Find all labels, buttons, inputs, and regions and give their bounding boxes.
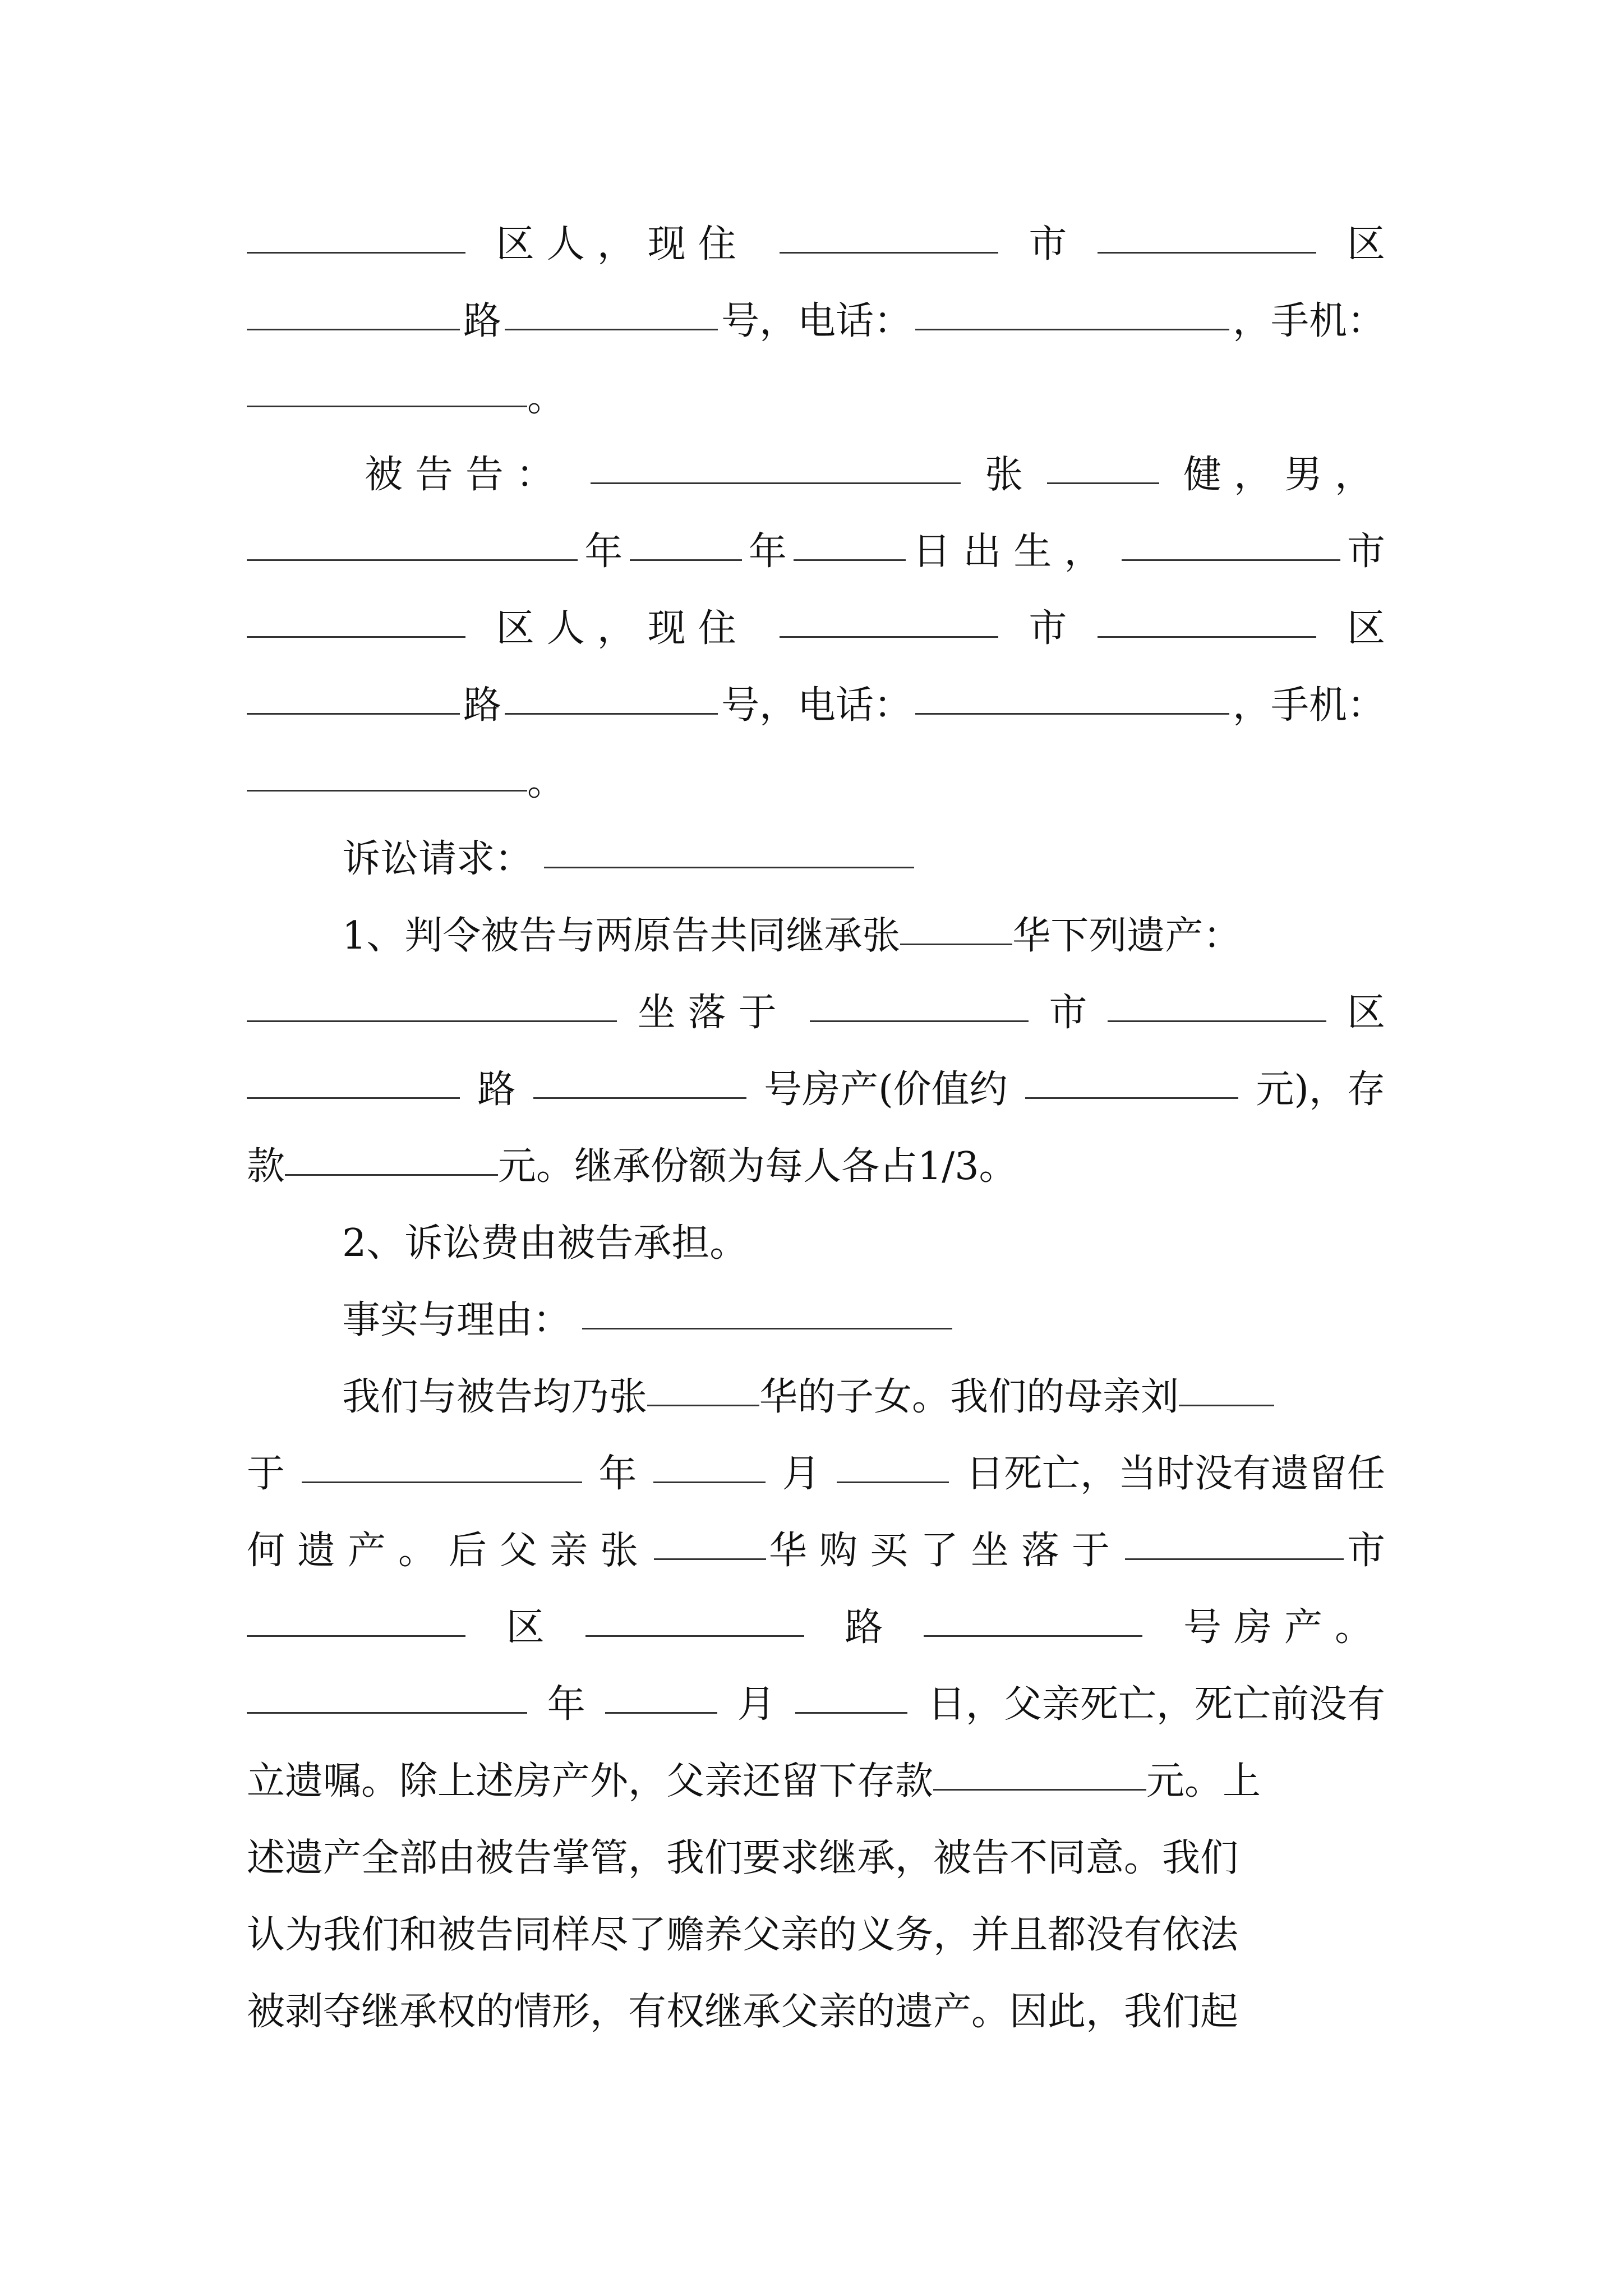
text-segment: 1、判令被告与两原告共同继承张 <box>342 914 901 958</box>
text-segment: 坐落于 <box>637 991 789 1035</box>
blank-field <box>810 987 1029 1022</box>
text-segment: 年 <box>748 530 787 574</box>
blank-field <box>837 1448 949 1483</box>
text-line-13 <box>247 1135 1385 1198</box>
blank-field <box>1047 449 1159 484</box>
section-heading: 诉讼请求： <box>342 837 533 881</box>
text-segment: 路 <box>463 299 501 343</box>
blank-field <box>505 295 718 330</box>
text-segment: 款 <box>247 1144 285 1189</box>
blank-field <box>505 679 718 715</box>
text-segment: 路 <box>463 683 501 728</box>
blank-field <box>915 679 1229 715</box>
text-segment: 华购买了坐落于 <box>768 1529 1122 1573</box>
text-line-2 <box>247 290 1385 353</box>
text-segment: 号，电话： <box>721 299 912 343</box>
text-line-15 <box>342 1289 1385 1352</box>
blank-field <box>1108 987 1326 1022</box>
blank-field <box>591 449 961 484</box>
blank-field <box>654 1525 766 1560</box>
text-line-17 <box>247 1443 1385 1506</box>
text-line-1 <box>247 213 1385 276</box>
text-line-24 <box>247 1981 1385 2044</box>
text-segment: 被告告： <box>365 453 567 497</box>
blank-field <box>247 756 527 792</box>
text-segment: 区 <box>506 1605 545 1650</box>
blank-field <box>247 218 465 254</box>
text-segment: ，手机： <box>1232 683 1385 728</box>
text-segment: 华的子女。我们的母亲刘 <box>759 1375 1179 1419</box>
text-line-7 <box>247 674 1385 737</box>
text-segment: 我们与被告均乃张 <box>342 1375 648 1419</box>
blank-field <box>1098 218 1316 254</box>
blank-field <box>247 372 527 407</box>
text-line-12 <box>247 1059 1385 1121</box>
blank-field <box>1179 1371 1274 1406</box>
blank-field <box>247 295 460 330</box>
text-segment: 。 <box>527 376 566 420</box>
blank-field <box>780 218 998 254</box>
blank-field <box>794 526 906 561</box>
text-segment: 号房产(价值约 <box>764 1068 1008 1112</box>
text-segment: 区人，现住 <box>496 222 749 266</box>
blank-field <box>647 1371 759 1406</box>
blank-field <box>247 1064 460 1099</box>
text-segment: 张 <box>984 453 1023 497</box>
text-line-14 <box>342 1212 1385 1275</box>
text-segment: 日出生， <box>912 530 1115 574</box>
text-segment: 立遗嘱。除上述房产外，父亲还留下存款 <box>247 1759 934 1803</box>
blank-field <box>630 526 742 561</box>
text-segment: 元。上 <box>1146 1759 1261 1803</box>
blank-field <box>605 1678 717 1714</box>
text-segment: 健，男， <box>1183 453 1385 497</box>
blank-field <box>582 1294 952 1329</box>
text-segment: 日死亡，当时没有遗留任 <box>965 1452 1385 1496</box>
section-heading: 事实与理由： <box>342 1298 571 1342</box>
blank-field <box>247 1678 527 1714</box>
blank-field <box>924 1602 1142 1637</box>
text-segment: 年 <box>598 1452 637 1496</box>
text-segment: 年 <box>547 1682 585 1727</box>
text-line-9 <box>342 828 1385 891</box>
blank-field <box>302 1448 582 1483</box>
text-segment: 年 <box>584 530 623 574</box>
text-segment: 月 <box>737 1682 776 1727</box>
blank-field <box>933 1755 1146 1791</box>
text-segment: 于 <box>247 1452 285 1496</box>
blank-field <box>653 1448 766 1483</box>
text-segment: 区 <box>1347 222 1385 266</box>
blank-field <box>247 987 617 1022</box>
blank-field <box>1025 1064 1238 1099</box>
text-line-8 <box>247 751 1385 814</box>
blank-field <box>780 602 998 638</box>
text-line-3 <box>247 367 1385 430</box>
text-line-22 <box>247 1827 1385 1890</box>
blank-field <box>544 833 914 868</box>
text-line-20 <box>247 1673 1385 1736</box>
blank-field <box>900 910 1012 945</box>
text-segment: 路 <box>845 1605 883 1650</box>
blank-field <box>585 1602 804 1637</box>
text-segment: ，手机： <box>1232 299 1385 343</box>
blank-field <box>1122 526 1340 561</box>
text-segment: 被剥夺继承权的情形，有权继承父亲的遗产。因此，我们起 <box>247 1990 1239 2034</box>
text-segment: 区 <box>1347 991 1385 1035</box>
text-segment: 市 <box>1029 222 1067 266</box>
blank-field <box>247 602 465 638</box>
blank-field <box>247 1602 465 1637</box>
text-segment: 元。继承份额为每人各占1/3。 <box>498 1144 1017 1189</box>
text-segment: 区人，现住 <box>496 606 749 651</box>
text-segment: 市 <box>1347 530 1385 574</box>
text-segment: 日，父亲死亡，死亡前没有 <box>927 1682 1385 1727</box>
blank-field <box>285 1140 498 1176</box>
text-segment: 述遗产全部由被告掌管，我们要求继承，被告不同意。我们 <box>247 1836 1239 1880</box>
text-segment: 路 <box>477 1068 516 1112</box>
blank-field <box>247 526 578 561</box>
blank-field <box>915 295 1229 330</box>
text-segment: 市 <box>1049 991 1087 1035</box>
text-segment: 何遗产。后父亲张 <box>247 1529 651 1573</box>
text-segment: 号房产。 <box>1183 1605 1385 1650</box>
text-segment: 市 <box>1347 1529 1385 1573</box>
blank-field <box>533 1064 746 1099</box>
text-line-21 <box>247 1750 1385 1813</box>
text-segment: 。 <box>527 760 566 804</box>
text-line-6 <box>247 597 1385 660</box>
text-segment: 华下列遗产： <box>1012 914 1242 958</box>
text-segment: 市 <box>1029 606 1067 651</box>
text-segment: 号，电话： <box>721 683 912 728</box>
text-line-16 <box>342 1366 1385 1429</box>
text-segment: 区 <box>1347 606 1385 651</box>
text-segment: 月 <box>782 1452 820 1496</box>
text-segment: 认为我们和被告同样尽了赡养父亲的义务，并且都没有依法 <box>247 1913 1239 1957</box>
text-segment: 元)，存 <box>1256 1068 1385 1112</box>
blank-field <box>247 679 460 715</box>
text-line-18 <box>247 1520 1385 1582</box>
text-line-5 <box>247 521 1385 583</box>
blank-field <box>795 1678 907 1714</box>
text-line-10 <box>342 905 1385 968</box>
blank-field <box>1098 602 1316 638</box>
text-line-4 <box>365 444 1385 507</box>
text-line-23 <box>247 1904 1385 1967</box>
blank-field <box>1125 1525 1344 1560</box>
text-line-11 <box>247 982 1385 1045</box>
text-line-19 <box>247 1596 1385 1659</box>
text-segment: 2、诉讼费由被告承担。 <box>342 1221 748 1266</box>
